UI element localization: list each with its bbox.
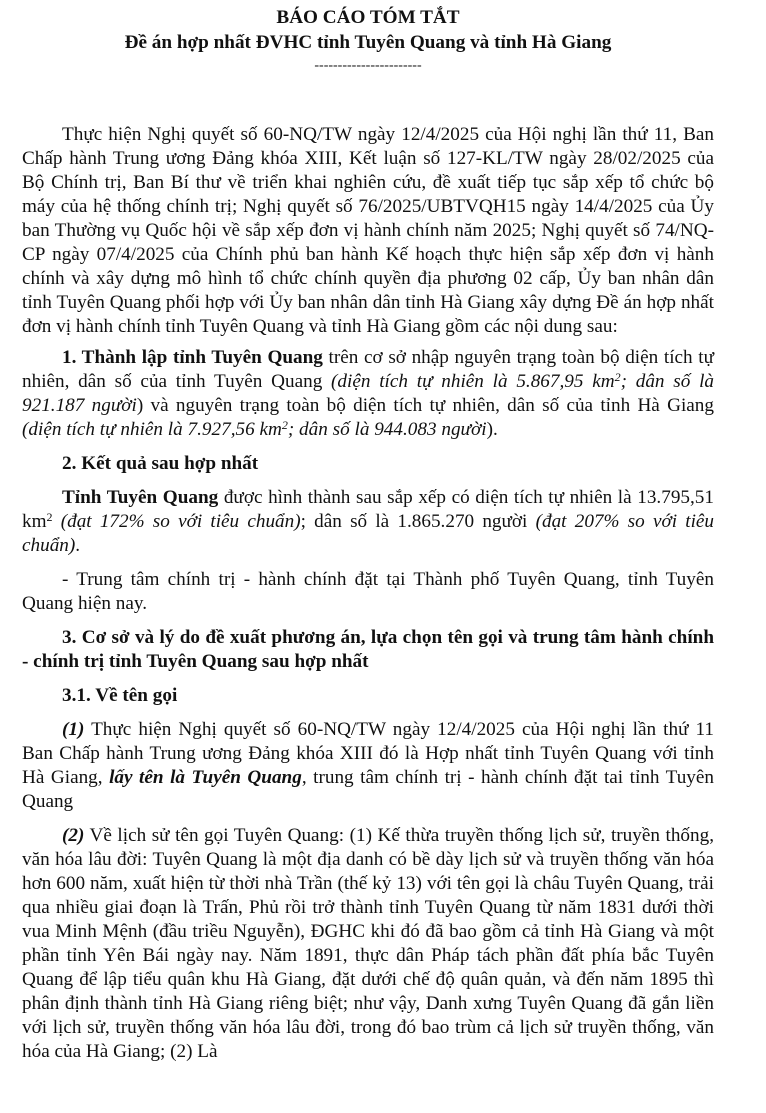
section-3-1-paragraph-1: (1) Thực hiện Nghị quyết số 60-NQ/TW ngày 12/4/2025 của Hội nghị lần thứ 11 Ban Chấp hành Trung ương Đảng khóa XIII đó là Hợp nhất tỉnh Tuyên Quang với tỉnh Hà Giang, lấy tên là Tuyên Quang, trung tâm chính trị - hành chính đặt tai tỉnh Tuyên Quang [22,719,715,812]
title-divider: ----------------------- [314,58,422,73]
section-2-bullet: - Trung tâm chính trị - hành chính đặt tại Thành phố Tuyên Quang, tỉnh Tuyên Quang hiện nay. [22,569,714,614]
document-title: BÁO CÁO TÓM TẮT [276,7,460,28]
document-subtitle: Đề án hợp nhất ĐVHC tỉnh Tuyên Quang và tỉnh Hà Giang [124,32,612,53]
section-3-1-paragraph-2: (2) Về lịch sử tên gọi Tuyên Quang: (1) Kế thừa truyền thống lịch sử, truyền thống, văn hóa lâu đời: Tuyên Quang là một địa danh có bề dày lịch sử và truyền thống văn hóa hơn 600 năm, xuất hiện từ thời nhà Trần (thế kỷ 13) với tên gọi là châu Tuyên Quang, trải qua nhiều giai đoạn là Trấn, Phủ rồi trở thành tỉnh Tuyên Quang từ năm 1831 dưới thời vua Minh Mệnh (đầu triều Nguyễn), ĐGHC khi đó đã bao gồm cả tỉnh Hà Giang và một phần tỉnh Yên Bái ngày nay. Năm 1891, thực dân Pháp tách phần đất phía bắc Tuyên Quang để lập tiểu quân khu Hà Giang, đặt dưới chế độ quân quản, và đến năm 1895 thì phân định thành tỉnh Hà Giang riêng biệt; như vậy, Danh xưng Tuyên Quang đã gắn liền với lịch sử, truyền thống văn hóa lâu đời, trong đó bao trùm cả lịch sử truyền thống, văn hóa của Hà Giang; (2) Là [22,825,714,1062]
section-3-heading: 3. Cơ sở và lý do đề xuất phương án, lựa chọn tên gọi và trung tâm hành chính - chính trị tỉnh Tuyên Quang sau hợp nhất [22,627,714,672]
section-3-1-heading: 3.1. Về tên gọi [62,685,178,706]
section-2-paragraph: Tỉnh Tuyên Quang được hình thành sau sắp xếp có diện tích tự nhiên là 13.795,51 $km^2$ (đạt 172% so với tiêu chuẩn); dân số là 1.865.270 người (đạt 207% so với tiêu chuẩn). [22,487,715,556]
section-1-heading: 1. Thành lập tỉnh Tuyên Quang [62,347,323,368]
section-1-paragraph: 1. Thành lập tỉnh Tuyên Quang trên cơ sở nhập nguyên trạng toàn bộ diện tích tự nhiên, dân số của tỉnh Tuyên Quang (diện tích tự nhiên là 5.867,95 $km^2$; dân số là 921.187 người) và nguyên trạng toàn bộ diện tích tự nhiên, dân số của tỉnh Hà Giang (diện tích tự nhiên là 7.927,56 $km^2$; dân số là 944.083 người). [22,347,715,440]
section-2-heading: 2. Kết quả sau hợp nhất [62,453,259,474]
intro-paragraph: Thực hiện Nghị quyết số 60-NQ/TW ngày 12/4/2025 của Hội nghị lần thứ 11, Ban Chấp hành Trung ương Đảng khóa XIII, Kết luận số 127-KL/TW ngày 28/02/2025 của Bộ Chính trị, Ban Bí thư về triển khai nghiên cứu, đề xuất tiếp tục sắp xếp tổ chức bộ máy của hệ thống chính trị; Nghị quyết số 76/2025/UBTVQH15 ngày 14/4/2025 của Ủy ban Thường vụ Quốc hội về sắp xếp đơn vị hành chính năm 2025; Nghị quyết số 74/NQ-CP ngày 07/4/2025 của Chính phủ ban hành Kế hoạch thực hiện sắp xếp đơn vị hành chính và xây dựng mô hình tổ chức chính quyền địa phương 02 cấp, Ủy ban nhân dân tỉnh Tuyên Quang phối hợp với Ủy ban nhân dân tỉnh Hà Giang xây dựng Đề án hợp nhất đơn vị hành chính tỉnh Tuyên Quang và tỉnh Hà Giang gồm các nội dung sau: [22,124,714,337]
